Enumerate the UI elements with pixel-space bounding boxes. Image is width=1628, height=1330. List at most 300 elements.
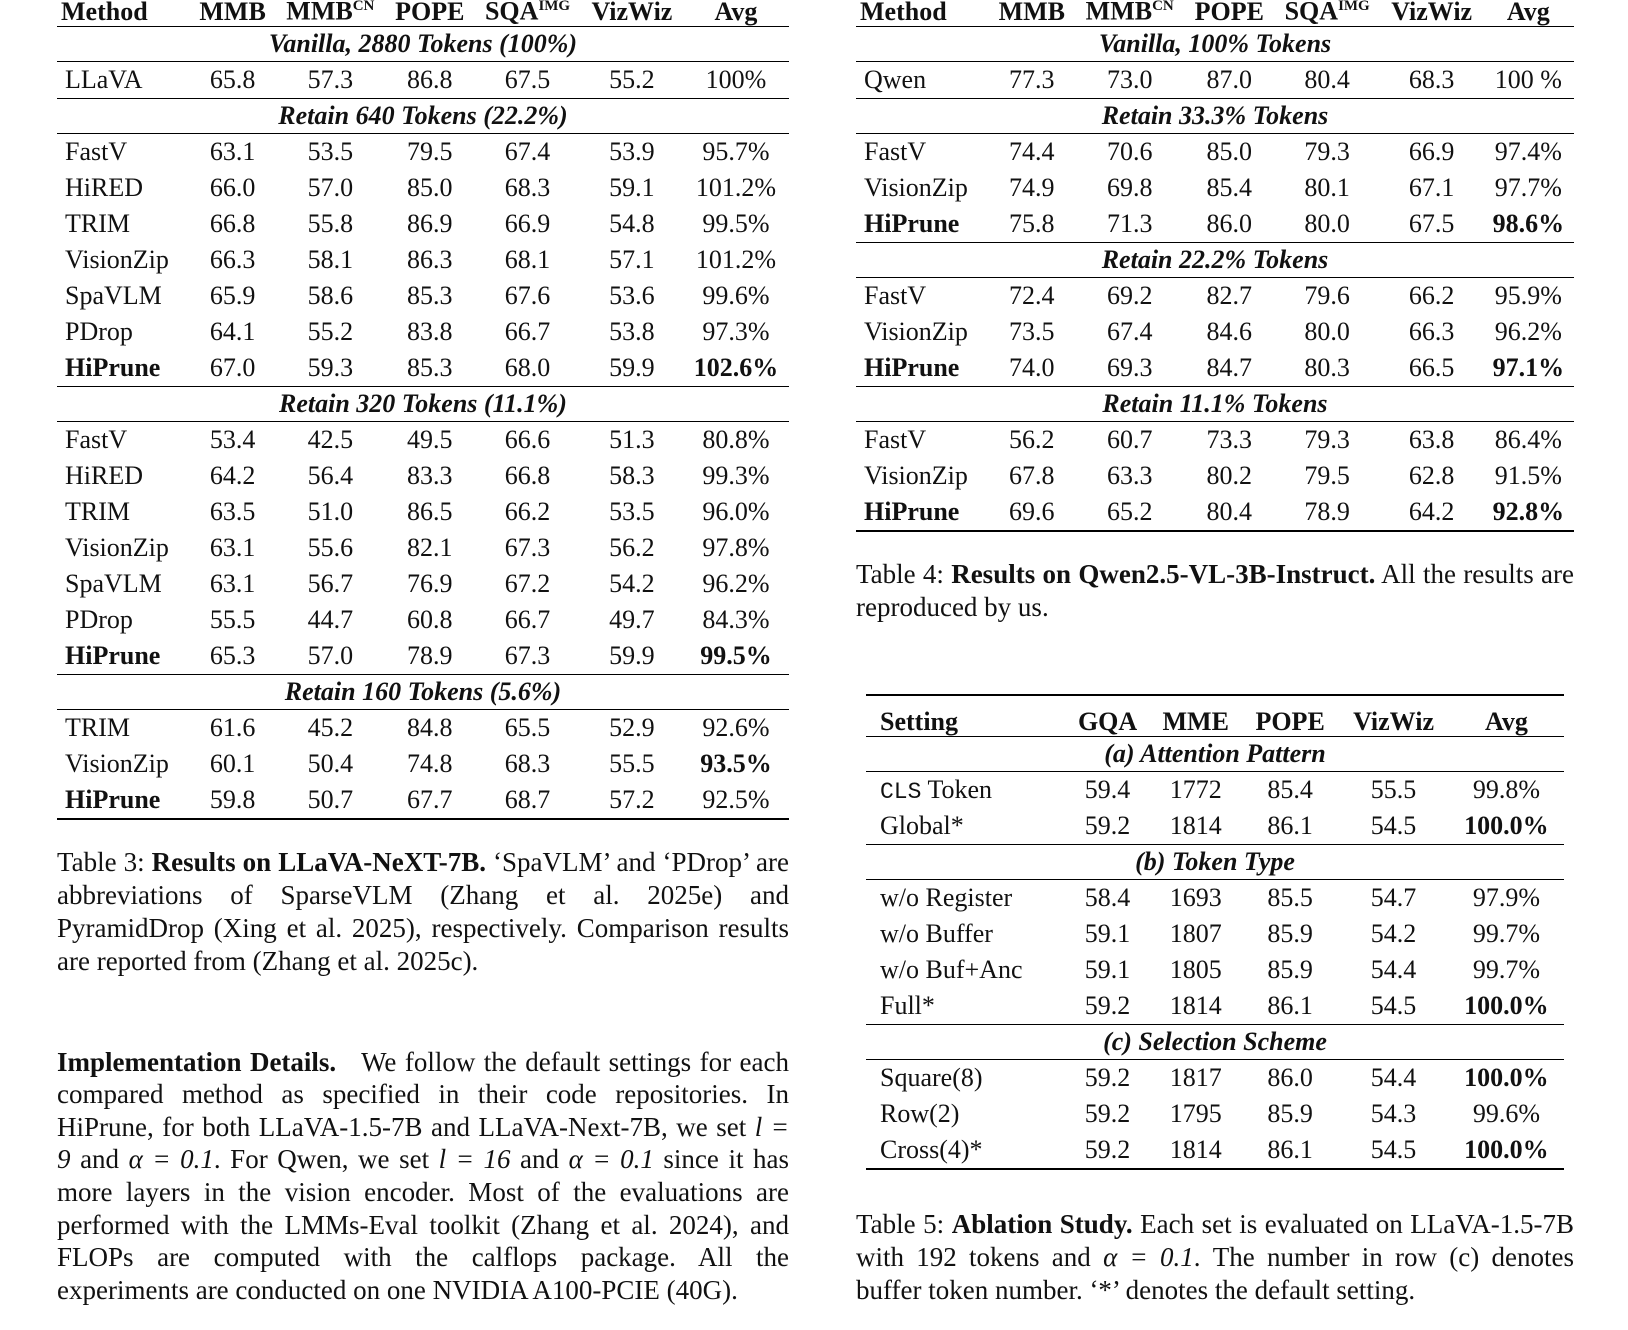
table-cell: 54.7 (1370, 883, 1417, 912)
table-cell: 58.6 (307, 280, 354, 310)
table-row (866, 880, 1564, 917)
right-column (856, 0, 1575, 1305)
table-row (57, 61, 789, 98)
row-label: TRIM (65, 208, 130, 238)
table-row (856, 458, 1574, 494)
table-cell: 79.5 (1304, 460, 1350, 490)
t3-h-avg: Avg (683, 0, 789, 26)
table-cell: 65.3 (209, 640, 256, 670)
table-row (57, 133, 789, 170)
table-cell: 57.0 (307, 172, 354, 202)
table-cell: 59.1 (1084, 919, 1131, 948)
table-cell: 99.5% (702, 208, 770, 238)
row-label: HiPrune (864, 352, 960, 382)
table-cell: 99.7% (1472, 955, 1540, 984)
table-cell: 56.2 (609, 532, 655, 562)
table-cell: 99.8% (1472, 775, 1540, 804)
row-label: VisionZip (864, 172, 968, 202)
table-cell: 65.8 (209, 64, 256, 94)
table-row (856, 350, 1574, 387)
table-cell: 86.9 (407, 208, 453, 238)
table-cell: 68.3 (504, 172, 551, 202)
table-cell: 55.5 (209, 604, 256, 634)
table4-header-row (856, 0, 1574, 26)
table-cell: 68.7 (474, 782, 581, 819)
table-cell: 67.6 (504, 280, 551, 310)
table-cell: 63.8 (1408, 424, 1455, 454)
table-cell: 100.0% (1464, 991, 1549, 1020)
t4-h-pope: POPE (1185, 0, 1274, 26)
table-cell: 86.1 (1242, 1132, 1338, 1169)
t5-h-mme: MME (1149, 695, 1242, 737)
table-cell: 80.0 (1304, 316, 1350, 346)
table-cell: 59.1 (1084, 955, 1131, 984)
table-cell: 96.0% (702, 496, 770, 526)
table-cell: 92.8% (1483, 494, 1574, 531)
table-cell: 100 % (1494, 64, 1562, 94)
row-label: Row(2) (880, 1099, 960, 1128)
row-label: HiRED (65, 172, 143, 202)
table-cell: 80.3 (1304, 352, 1350, 382)
table-cell: 59.3 (307, 352, 354, 382)
row-label: FastV (864, 136, 927, 166)
table-cell: 93.5% (700, 748, 772, 778)
table-cell: 66.8 (209, 208, 256, 238)
t3-h-method: Method (57, 0, 190, 26)
table-cell: 66.5 (1408, 352, 1455, 382)
table-cell: 92.5% (683, 782, 789, 819)
table-cell: 99.7% (1472, 919, 1540, 948)
table-cell: 56.4 (307, 460, 354, 490)
table-cell: 86.1 (1267, 991, 1313, 1020)
table-cell: 69.2 (1106, 280, 1153, 310)
table-cell: 69.8 (1106, 172, 1153, 202)
row-label: VisionZip (864, 316, 968, 346)
section-title: Retain 160 Tokens (5.6%) (57, 674, 789, 709)
row-label: CLS Token (880, 775, 993, 805)
table4-section-header (856, 386, 1574, 421)
table-cell: 74.0 (1009, 352, 1055, 382)
table-cell: 102.6% (693, 352, 779, 382)
table-cell: 80.0 (1304, 208, 1350, 238)
row-label: HiRED (65, 460, 143, 490)
table5-caption: Table 5: Ablation Study. Each set is evaluated on LLaVA-1.5-7B with 192 tokens and α = 0.1. The number in row (c) denotes buffer token number. ‘*’ denotes the default setting. (856, 1209, 1575, 1305)
table-cell: 99.3% (702, 460, 770, 490)
table-cell: 64.1 (209, 316, 256, 346)
table-cell: 97.1% (1492, 352, 1565, 382)
table-cell: 59.9 (609, 640, 655, 670)
table-cell: 59.2 (1084, 991, 1131, 1020)
table-cell: 1814 (1169, 991, 1222, 1020)
section-title: (c) Selection Scheme (866, 1025, 1564, 1060)
row-label: SpaVLM (65, 280, 162, 310)
table-cell: 80.4 (1304, 64, 1350, 94)
t5-h-avg: Avg (1449, 695, 1564, 737)
table-cell: 65.5 (504, 712, 551, 742)
table-cell: 1814 (1149, 1132, 1242, 1169)
table-cell: 85.3 (407, 352, 453, 382)
table-cell: 80.1 (1304, 172, 1350, 202)
table-cell: 50.7 (275, 782, 385, 819)
t3-h-mmb: MMB (190, 0, 275, 26)
t4-h-sqa: $SQA^{IMG}$ (1274, 0, 1381, 26)
table-cell: 50.4 (307, 748, 354, 778)
table-cell: 85.9 (1267, 919, 1313, 948)
table-cell: 67.0 (209, 352, 256, 382)
table-cell: 70.6 (1106, 136, 1153, 166)
table-cell: 66.0 (209, 172, 256, 202)
table-cell: 85.0 (1206, 136, 1253, 166)
table-cell: 71.3 (1106, 208, 1153, 238)
table-cell: 55.6 (307, 532, 354, 562)
table-cell: 53.9 (609, 136, 655, 166)
table-cell: 101.2% (695, 172, 777, 202)
table-cell: 99.6% (1472, 1099, 1540, 1128)
table-row (856, 314, 1574, 350)
row-label: PDrop (65, 604, 133, 634)
table-row (57, 350, 789, 387)
table-cell: 66.8 (504, 460, 551, 490)
table-cell: 66.7 (504, 604, 551, 634)
table-cell: 55.2 (307, 316, 354, 346)
table-cell: 49.7 (609, 604, 655, 634)
table-cell: 42.5 (307, 424, 354, 454)
table-cell: 73.5 (1009, 316, 1055, 346)
row-label: TRIM (65, 712, 130, 742)
table-cell: 82.1 (407, 532, 453, 562)
table-cell: 100.0% (1449, 1132, 1564, 1169)
table-cell: 84.6 (1206, 316, 1253, 346)
table-cell: 57.3 (307, 64, 354, 94)
table-row (856, 421, 1574, 458)
table-cell: 86.4% (1494, 424, 1562, 454)
table-cell: 59.2 (1084, 811, 1131, 840)
row-label: VisionZip (65, 532, 169, 562)
table-cell: 66.3 (1408, 316, 1455, 346)
table-cell: 68.3 (1408, 64, 1455, 94)
table-cell: 92.6% (702, 712, 770, 742)
table3-header-row (57, 0, 789, 26)
table-cell: 62.8 (1408, 460, 1455, 490)
table-cell: 75.8 (1009, 208, 1055, 238)
table-cell: 66.7 (504, 316, 551, 346)
table-cell: 1772 (1169, 775, 1222, 804)
row-label: VisionZip (65, 748, 169, 778)
row-label: Cross(4)* (866, 1132, 1066, 1169)
table-cell: 54.4 (1370, 955, 1417, 984)
table-cell: 65.2 (1075, 494, 1185, 531)
row-label: FastV (864, 280, 927, 310)
row-label: HiPrune (65, 352, 161, 382)
table-cell: 100% (705, 64, 767, 94)
row-label: HiPrune (856, 494, 989, 531)
section-title: Retain 11.1% Tokens (856, 386, 1574, 421)
table-row (856, 133, 1574, 170)
table-cell: 67.2 (504, 568, 551, 598)
table-row (856, 61, 1574, 98)
table-cell: 1805 (1169, 955, 1222, 984)
table-row (57, 278, 789, 314)
section-title: Vanilla, 100% Tokens (856, 26, 1574, 61)
table-cell: 86.0 (1267, 1063, 1313, 1092)
table-cell: 59.2 (1084, 1063, 1131, 1092)
t5-h-setting: Setting (866, 695, 1066, 737)
table3-block (57, 0, 789, 1306)
table-cell: 1814 (1169, 811, 1222, 840)
table4-section-header (856, 98, 1574, 133)
row-label: w/o Buf+Anc (880, 955, 1023, 984)
t4-h-method: Method (856, 0, 989, 26)
row-label: w/o Buffer (880, 919, 993, 948)
row-label: HiPrune (65, 640, 161, 670)
section-title: Vanilla, 2880 Tokens (100%) (57, 26, 789, 61)
table-cell: 1807 (1169, 919, 1222, 948)
t4-h-mmb: MMB (989, 0, 1074, 26)
section-title: Retain 320 Tokens (11.1%) (57, 386, 789, 421)
table-cell: 59.4 (1084, 775, 1131, 804)
table-cell: 55.5 (1370, 775, 1417, 804)
table4 (856, 0, 1574, 532)
table-cell: 67.4 (504, 136, 551, 166)
table-cell: 61.6 (209, 712, 256, 742)
table-cell: 85.3 (407, 280, 453, 310)
table3-section-header (57, 26, 789, 61)
row-label: FastV (65, 136, 128, 166)
table3 (57, 0, 789, 820)
table-cell: 82.7 (1206, 280, 1253, 310)
table-cell: 95.9% (1494, 280, 1562, 310)
table-cell: 67.3 (504, 640, 551, 670)
row-label: LLaVA (65, 64, 143, 94)
table-cell: 66.2 (504, 496, 551, 526)
table-cell: 91.5% (1494, 460, 1562, 490)
table-cell: 79.6 (1304, 280, 1350, 310)
table-cell: 66.6 (504, 424, 551, 454)
row-label: TRIM (65, 496, 130, 526)
table-cell: 49.5 (407, 424, 453, 454)
table-row (57, 170, 789, 206)
table-cell: 1795 (1169, 1099, 1222, 1128)
table-cell: 68.3 (504, 748, 551, 778)
table-cell: 73.0 (1106, 64, 1153, 94)
row-label: Global* (880, 811, 964, 840)
table-row (856, 206, 1574, 243)
table-cell: 69.6 (989, 494, 1074, 531)
table-cell: 67.1 (1408, 172, 1455, 202)
table-cell: 59.2 (1084, 1099, 1131, 1128)
table-cell: 73.3 (1206, 424, 1253, 454)
table-cell: 80.2 (1206, 460, 1253, 490)
table-cell: 67.3 (504, 532, 551, 562)
table-cell: 97.9% (1472, 883, 1540, 912)
table-cell: 44.7 (307, 604, 354, 634)
table-cell: 96.2% (702, 568, 770, 598)
table5-section-header (866, 1025, 1564, 1060)
table-cell: 53.4 (209, 424, 256, 454)
table5 (866, 694, 1564, 1170)
table-cell: 97.8% (702, 532, 770, 562)
table-row (866, 952, 1564, 988)
table-cell: 78.9 (1274, 494, 1381, 531)
table-cell: 101.2% (695, 244, 777, 274)
table-cell: 85.4 (1206, 172, 1253, 202)
table4-caption: Table 4: Results on Qwen2.5-VL-3B-Instruct. All the results are reproduced by us. (856, 558, 1575, 622)
table-cell: 86.1 (1267, 811, 1313, 840)
table-cell: 54.3 (1370, 1099, 1417, 1128)
table-row (57, 709, 789, 746)
table-cell: 84.7 (1206, 352, 1253, 382)
row-label: Full* (880, 991, 935, 1020)
table-cell: 66.2 (1408, 280, 1455, 310)
table-cell: 72.4 (1009, 280, 1055, 310)
table-cell: 76.9 (407, 568, 453, 598)
table-row (57, 602, 789, 638)
table-cell: 56.7 (307, 568, 354, 598)
section-title: Retain 22.2% Tokens (856, 242, 1574, 277)
t5-h-gqa: GQA (1066, 695, 1150, 737)
table-cell: 54.8 (609, 208, 655, 238)
table-cell: 63.3 (1106, 460, 1153, 490)
table-row (57, 566, 789, 602)
row-label: HiPrune (57, 782, 190, 819)
table4-section-header (856, 26, 1574, 61)
table-row (57, 638, 789, 675)
t3-h-sqa: $SQA^{IMG}$ (474, 0, 581, 26)
table5-section-header (866, 845, 1564, 880)
table-cell: 86.3 (407, 244, 453, 274)
table4-section-header (856, 242, 1574, 277)
table-cell: 60.8 (407, 604, 453, 634)
implementation-details: Implementation Details. We follow the default settings for each compared method as specified in their code repositories. In HiPrune, for both LLaVA-1.5-7B and LLaVA-Next-7B, we set l = 9 and α = 0.1. For Qwen, we set l = 16 and α = 0.1 since it has more layers in the vision encoder. Most of the evaluations are performed with the LMMs-Eval toolkit (Zhang et al. 2024), and FLOPs are computed with the calflops package. All the experiments are conducted on one NVIDIA A100-PCIE (40G). (57, 1046, 790, 1305)
table-cell: 54.5 (1338, 1132, 1449, 1169)
table-cell: 63.1 (209, 532, 256, 562)
table-cell: 66.3 (209, 244, 256, 274)
table-row (866, 808, 1564, 845)
table-row (866, 1132, 1564, 1169)
table-cell: 58.1 (307, 244, 354, 274)
table-cell: 99.6% (702, 280, 770, 310)
table-cell: 79.5 (407, 136, 453, 166)
table-cell: 86.5 (407, 496, 453, 526)
table-cell: 74.8 (407, 748, 453, 778)
table-cell: 84.8 (407, 712, 453, 742)
table-cell: 80.8% (702, 424, 770, 454)
t3-h-pope: POPE (385, 0, 474, 26)
t4-h-mmbcn: $MMB^{CN}$ (1075, 0, 1185, 26)
table-cell: 67.7 (385, 782, 474, 819)
table3-section-header (57, 98, 789, 133)
table-row (866, 1060, 1564, 1097)
table-cell: 51.3 (609, 424, 655, 454)
table-cell: 63.1 (209, 568, 256, 598)
row-label: VisionZip (864, 460, 968, 490)
table-cell: 100.0% (1464, 1063, 1549, 1092)
table-row (57, 782, 789, 819)
table-cell: 80.4 (1185, 494, 1274, 531)
table-cell: 85.4 (1267, 775, 1313, 804)
table-cell: 60.7 (1106, 424, 1153, 454)
table-row (57, 421, 789, 458)
table3-caption: Table 3: Results on LLaVA-NeXT-7B. ‘SpaVLM’ and ‘PDrop’ are abbreviations of SparseVLM (Zhang et al. 2025e) and PyramidDrop (Xing et al. 2025), respectively. Comparison results are reported from (Zhang et al. 2025c). (57, 846, 790, 976)
section-title: (b) Token Type (866, 845, 1564, 880)
table-cell: 63.5 (209, 496, 256, 526)
table5-block (866, 694, 1564, 1170)
row-label: w/o Register (880, 883, 1013, 912)
table-cell: 97.3% (702, 316, 770, 346)
table-cell: 59.1 (609, 172, 655, 202)
table-cell: 67.4 (1106, 316, 1153, 346)
t3-h-vizwiz: VizWiz (581, 0, 683, 26)
table-cell: 58.3 (609, 460, 655, 490)
table-cell: 57.1 (609, 244, 655, 274)
t5-h-vizwiz: VizWiz (1338, 695, 1449, 737)
table-cell: 74.4 (1009, 136, 1055, 166)
table-row (57, 314, 789, 350)
table-row (866, 772, 1564, 809)
table-cell: 55.8 (307, 208, 354, 238)
section-title: Retain 640 Tokens (22.2%) (57, 98, 789, 133)
table-cell: 53.5 (307, 136, 354, 166)
table5-header-row (866, 695, 1564, 737)
table-cell: 100.0% (1464, 811, 1549, 840)
row-label: PDrop (65, 316, 133, 346)
table-row (57, 746, 789, 782)
table-row (57, 530, 789, 566)
table-cell: 1693 (1169, 883, 1222, 912)
table-cell: 86.0 (1206, 208, 1253, 238)
row-label: Square(8) (880, 1063, 983, 1092)
t4-h-vizwiz: VizWiz (1381, 0, 1483, 26)
table-cell: 86.8 (407, 64, 453, 94)
table-cell: 67.5 (504, 64, 551, 94)
table-cell: 58.4 (1084, 883, 1131, 912)
table-cell: 65.9 (209, 280, 256, 310)
table-cell: 53.8 (609, 316, 655, 346)
table-cell: 60.1 (209, 748, 256, 778)
table-cell: 66.9 (504, 208, 551, 238)
table-cell: 87.0 (1206, 64, 1253, 94)
table-row (57, 458, 789, 494)
t5-h-pope: POPE (1242, 695, 1338, 737)
row-label: Qwen (864, 64, 927, 94)
row-label: FastV (65, 424, 128, 454)
table-row (866, 988, 1564, 1025)
table-cell: 67.5 (1408, 208, 1455, 238)
table-cell: 59.8 (190, 782, 275, 819)
table-cell: 68.1 (504, 244, 551, 274)
table-cell: 59.9 (609, 352, 655, 382)
row-label: HiPrune (864, 208, 960, 238)
table-cell: 57.0 (307, 640, 354, 670)
table-cell: 97.7% (1494, 172, 1562, 202)
table-cell: 51.0 (307, 496, 354, 526)
table-cell: 83.3 (407, 460, 453, 490)
row-label: VisionZip (65, 244, 169, 274)
section-title: (a) Attention Pattern (866, 737, 1564, 772)
table-cell: 85.9 (1267, 955, 1313, 984)
table-cell: 53.5 (609, 496, 655, 526)
table-cell: 97.4% (1494, 136, 1562, 166)
table-cell: 69.3 (1106, 352, 1153, 382)
table-cell: 55.2 (609, 64, 655, 94)
table5-section-header (866, 737, 1564, 772)
impl-heading: Implementation Details. (57, 1046, 337, 1077)
table-cell: 66.9 (1408, 136, 1455, 166)
table-cell: 54.5 (1370, 991, 1417, 1020)
table-row (57, 494, 789, 530)
table-cell: 85.0 (407, 172, 453, 202)
table-row (856, 170, 1574, 206)
